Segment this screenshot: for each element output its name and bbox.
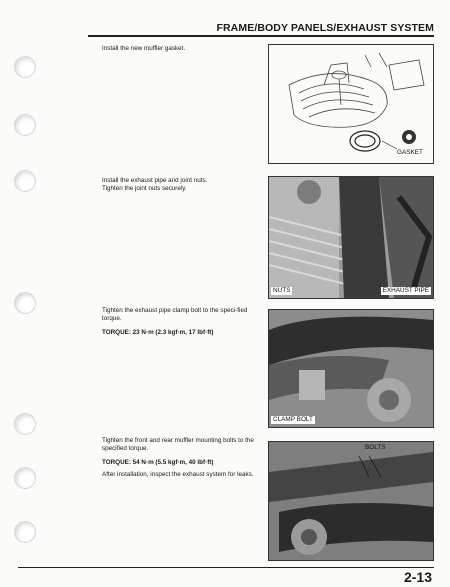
binder-hole — [14, 521, 36, 543]
figure-gasket-diagram — [268, 44, 434, 164]
section-title: FRAME/BODY PANELS/EXHAUST SYSTEM — [216, 22, 434, 34]
gasket-line-drawing — [269, 45, 433, 163]
step-text: Tighten the front and rear muffler mounting bolts to the specified torque. — [102, 437, 254, 453]
step-clamp-bolt — [102, 307, 262, 341]
step-muffler-bolts — [102, 437, 262, 484]
clamp-bolt-callout: CLAMP BOLT — [273, 416, 313, 423]
header-rule — [88, 35, 434, 37]
step-install-pipe — [102, 177, 262, 198]
binder-hole — [14, 413, 36, 435]
exhaust-pipe-callout: EXHAUST PIPE — [382, 287, 429, 294]
step-text: After installation, inspect the exhaust system for leaks. — [102, 471, 254, 479]
figure-clamp-bolt-photo — [268, 309, 434, 428]
engine-photo — [269, 177, 433, 298]
binder-hole — [14, 56, 36, 78]
clamp-photo — [269, 310, 433, 427]
step-text: Install the new muffler gasket. — [102, 45, 186, 52]
binder-hole — [14, 292, 36, 314]
binder-hole — [14, 467, 36, 489]
step-text — [102, 177, 262, 194]
step-install-gasket — [102, 45, 262, 57]
binder-hole — [14, 170, 36, 192]
bolts-callout: BOLTS — [365, 444, 386, 451]
step-text: Tighten the exhaust pipe clamp bolt to the speci-fied torque. — [102, 307, 248, 323]
torque-spec: TORQUE: 54 N·m (5.5 kgf·m, 40 lbf·ft) — [102, 458, 214, 466]
figure-exhaust-pipe-photo — [268, 176, 434, 299]
nuts-callout: NUTS — [273, 287, 291, 294]
step-text-line: Tighten the joint nuts securely. — [102, 185, 187, 193]
binder-hole — [14, 114, 36, 136]
footer-rule — [18, 567, 434, 568]
torque-spec: TORQUE: 23 N·m (2.3 kgf·m, 17 lbf·ft) — [102, 328, 214, 336]
gasket-callout: GASKET — [397, 149, 423, 156]
muffler-photo — [269, 442, 433, 560]
figure-muffler-photo — [268, 441, 434, 561]
step-text-line: Install the exhaust pipe and joint nuts. — [102, 177, 208, 184]
page-number: 2-13 — [403, 569, 432, 585]
